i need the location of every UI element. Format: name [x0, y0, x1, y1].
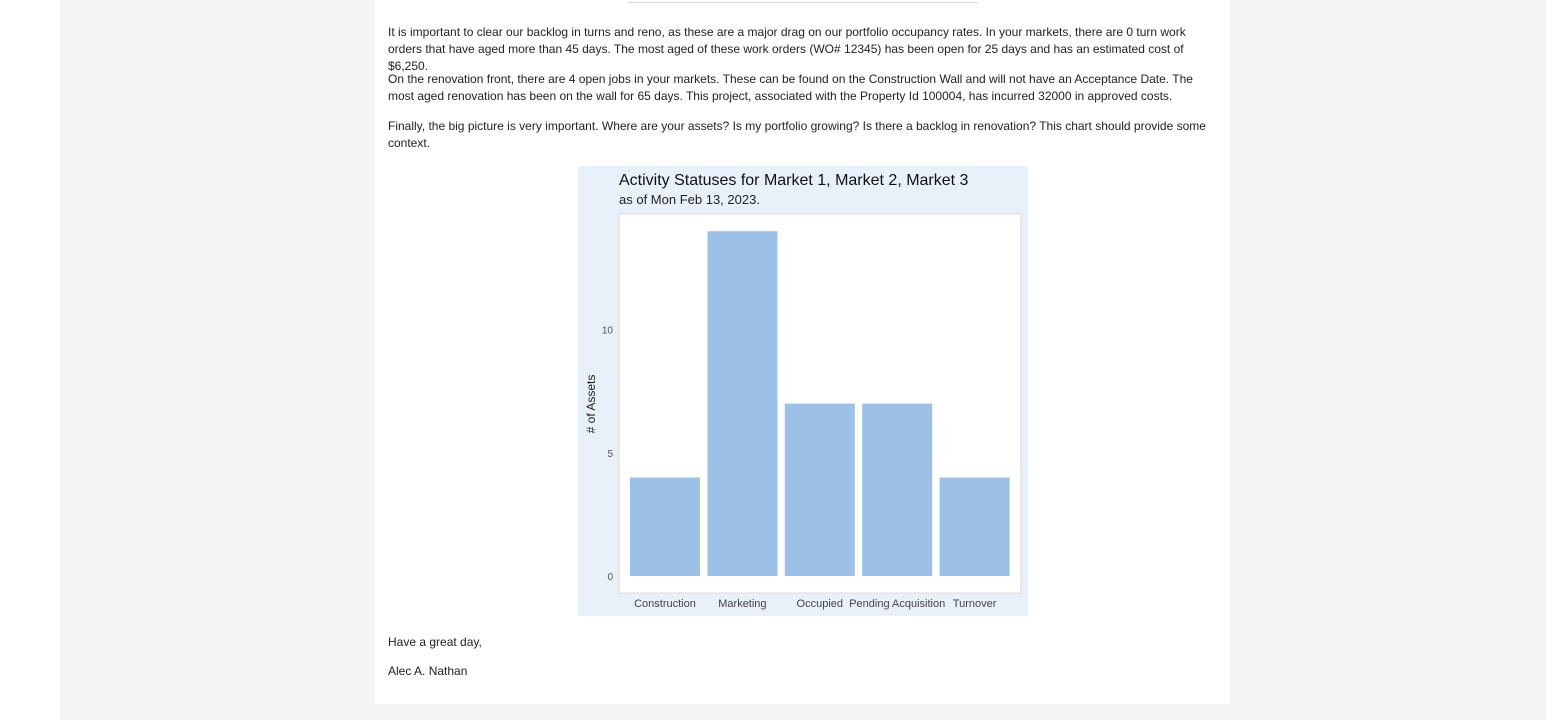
signature: Alec A. Nathan — [388, 664, 468, 678]
chart-svg — [578, 166, 1028, 616]
paragraph-big-picture: Finally, the big picture is very important. Where are your assets? Is my portfolio growing? Is there a backlog in renovation? This chart should provide some context. — [388, 119, 1206, 150]
y-tick-label: 10 — [601, 325, 613, 337]
sign-off: Have a great day, — [388, 635, 482, 649]
x-tick-label: Turnover — [952, 598, 997, 610]
y-tick-label: 0 — [607, 572, 613, 583]
bar-turnover — [940, 478, 1010, 577]
x-tick-label: Construction — [634, 598, 696, 610]
paragraph-renovation: On the renovation front, there are 4 open jobs in your markets. These can be found on the Construction Wall and will not have an Acceptance Date. The most aged renovation has been on the wall for 65 days. This project, associated with the Property Id 100004, has incurred 32000 in approved costs. — [388, 72, 1193, 103]
bar-construction — [630, 478, 700, 577]
bar-occupied — [785, 404, 855, 576]
divider — [628, 2, 978, 3]
paragraph-turns: It is important to clear our backlog in turns and reno, as these are a major drag on our portfolio occupancy rates. In your markets, there are 0 turn work orders that have aged more than 45 days. The most aged of these work orders (WO# 12345) has been open for 25 days and has an estimated cost of $6,250. — [388, 25, 1186, 73]
chart-subtitle: as of Mon Feb 13, 2023. — [619, 192, 760, 207]
x-tick-label: Occupied — [796, 598, 844, 610]
bar-pending-acquisition — [862, 404, 932, 576]
y-tick-group — [602, 326, 614, 583]
x-tick-group — [634, 598, 997, 610]
y-tick-label: 5 — [607, 448, 613, 460]
x-tick-label: Marketing — [718, 598, 767, 610]
bar-marketing — [707, 231, 777, 576]
activity-status-chart — [578, 166, 1028, 616]
y-axis-label: # of Assets — [584, 374, 598, 434]
chart-title: Activity Statuses for Market 1, Market 2, Market 3 — [619, 172, 969, 189]
x-tick-label: Pending Acquisition — [849, 598, 946, 610]
